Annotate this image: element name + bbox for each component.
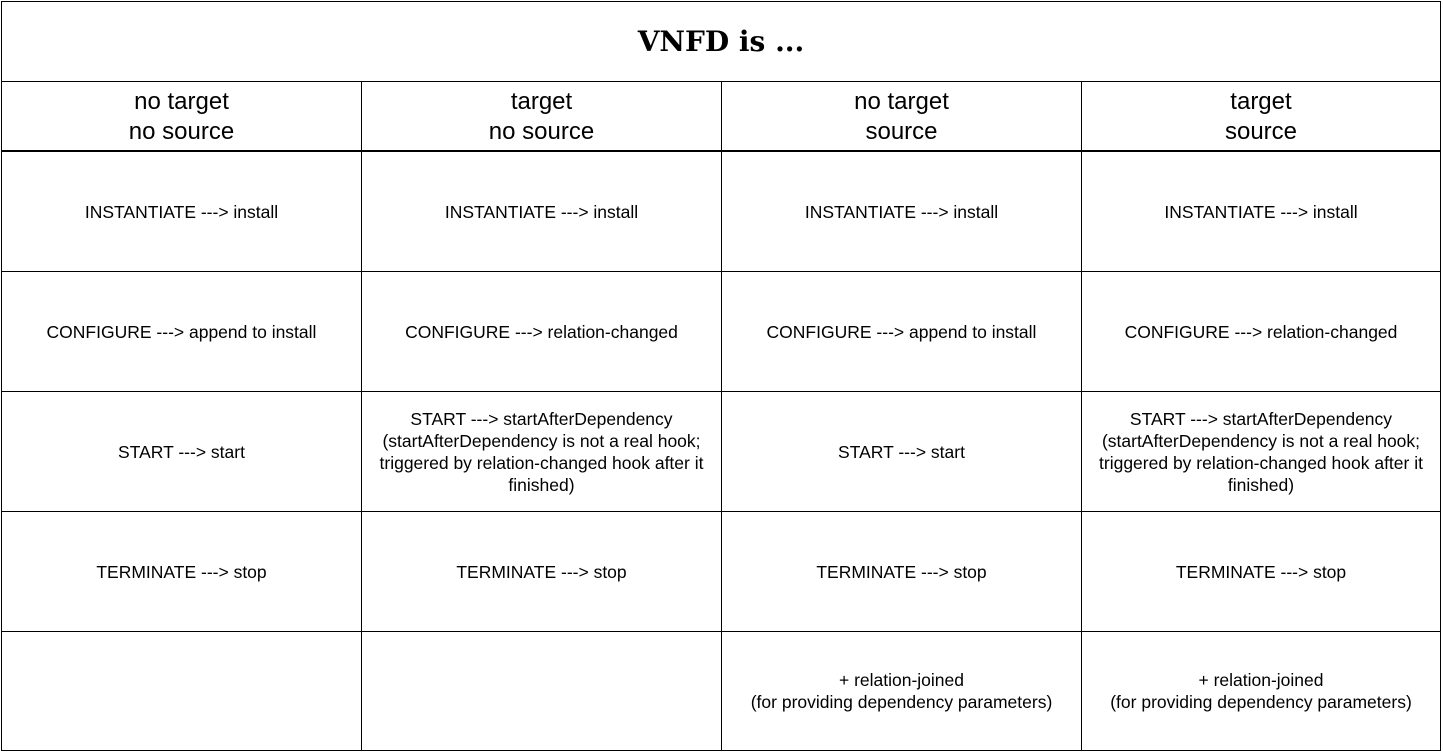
cell-instantiate: INSTANTIATE ---> install (2, 152, 362, 272)
header-label: target no source (488, 88, 595, 145)
column-header-target-no-source (362, 82, 722, 152)
table-title: VNFD is ... (637, 25, 805, 58)
cell-start: START ---> start (2, 392, 362, 512)
cell-instantiate: INSTANTIATE ---> install (362, 152, 722, 272)
cell-terminate: TERMINATE ---> stop (2, 512, 362, 632)
column-header-target-source (1082, 82, 1440, 152)
cell-configure: CONFIGURE ---> relation-changed (1082, 272, 1440, 392)
cell-relation-joined (2, 632, 362, 750)
cell-start: START ---> start (722, 392, 1082, 512)
vnfd-table (1, 1, 1441, 751)
cell-configure: CONFIGURE ---> append to install (2, 272, 362, 392)
cell-start: START ---> startAfterDependency (startAfterDependency is not a real hook; triggered by relation-changed hook after it finished) (1082, 392, 1440, 512)
cell-relation-joined: + relation-joined (for providing dependency parameters) (1110, 670, 1412, 712)
cell-terminate: TERMINATE ---> stop (1082, 512, 1440, 632)
cell-configure: CONFIGURE ---> relation-changed (362, 272, 722, 392)
table-grid (2, 82, 1440, 750)
column-header-no-target-no-source (2, 82, 362, 152)
title-row (2, 2, 1440, 82)
header-label: no target no source (128, 88, 235, 145)
column-header-no-target-source (722, 82, 1082, 152)
cell-relation-joined: + relation-joined (for providing dependency parameters) (722, 632, 1082, 750)
cell-instantiate: INSTANTIATE ---> install (1082, 152, 1440, 272)
header-label: no target source (854, 88, 949, 145)
cell-instantiate: INSTANTIATE ---> install (722, 152, 1082, 272)
cell-terminate: TERMINATE ---> stop (362, 512, 722, 632)
cell-terminate: TERMINATE ---> stop (722, 512, 1082, 632)
cell-relation-joined (362, 632, 722, 750)
cell-start: START ---> startAfterDependency (startAfterDependency is not a real hook; triggered by relation-changed hook after it finished) (362, 392, 722, 512)
header-label: target source (1224, 88, 1298, 145)
cell-configure: CONFIGURE ---> append to install (722, 272, 1082, 392)
